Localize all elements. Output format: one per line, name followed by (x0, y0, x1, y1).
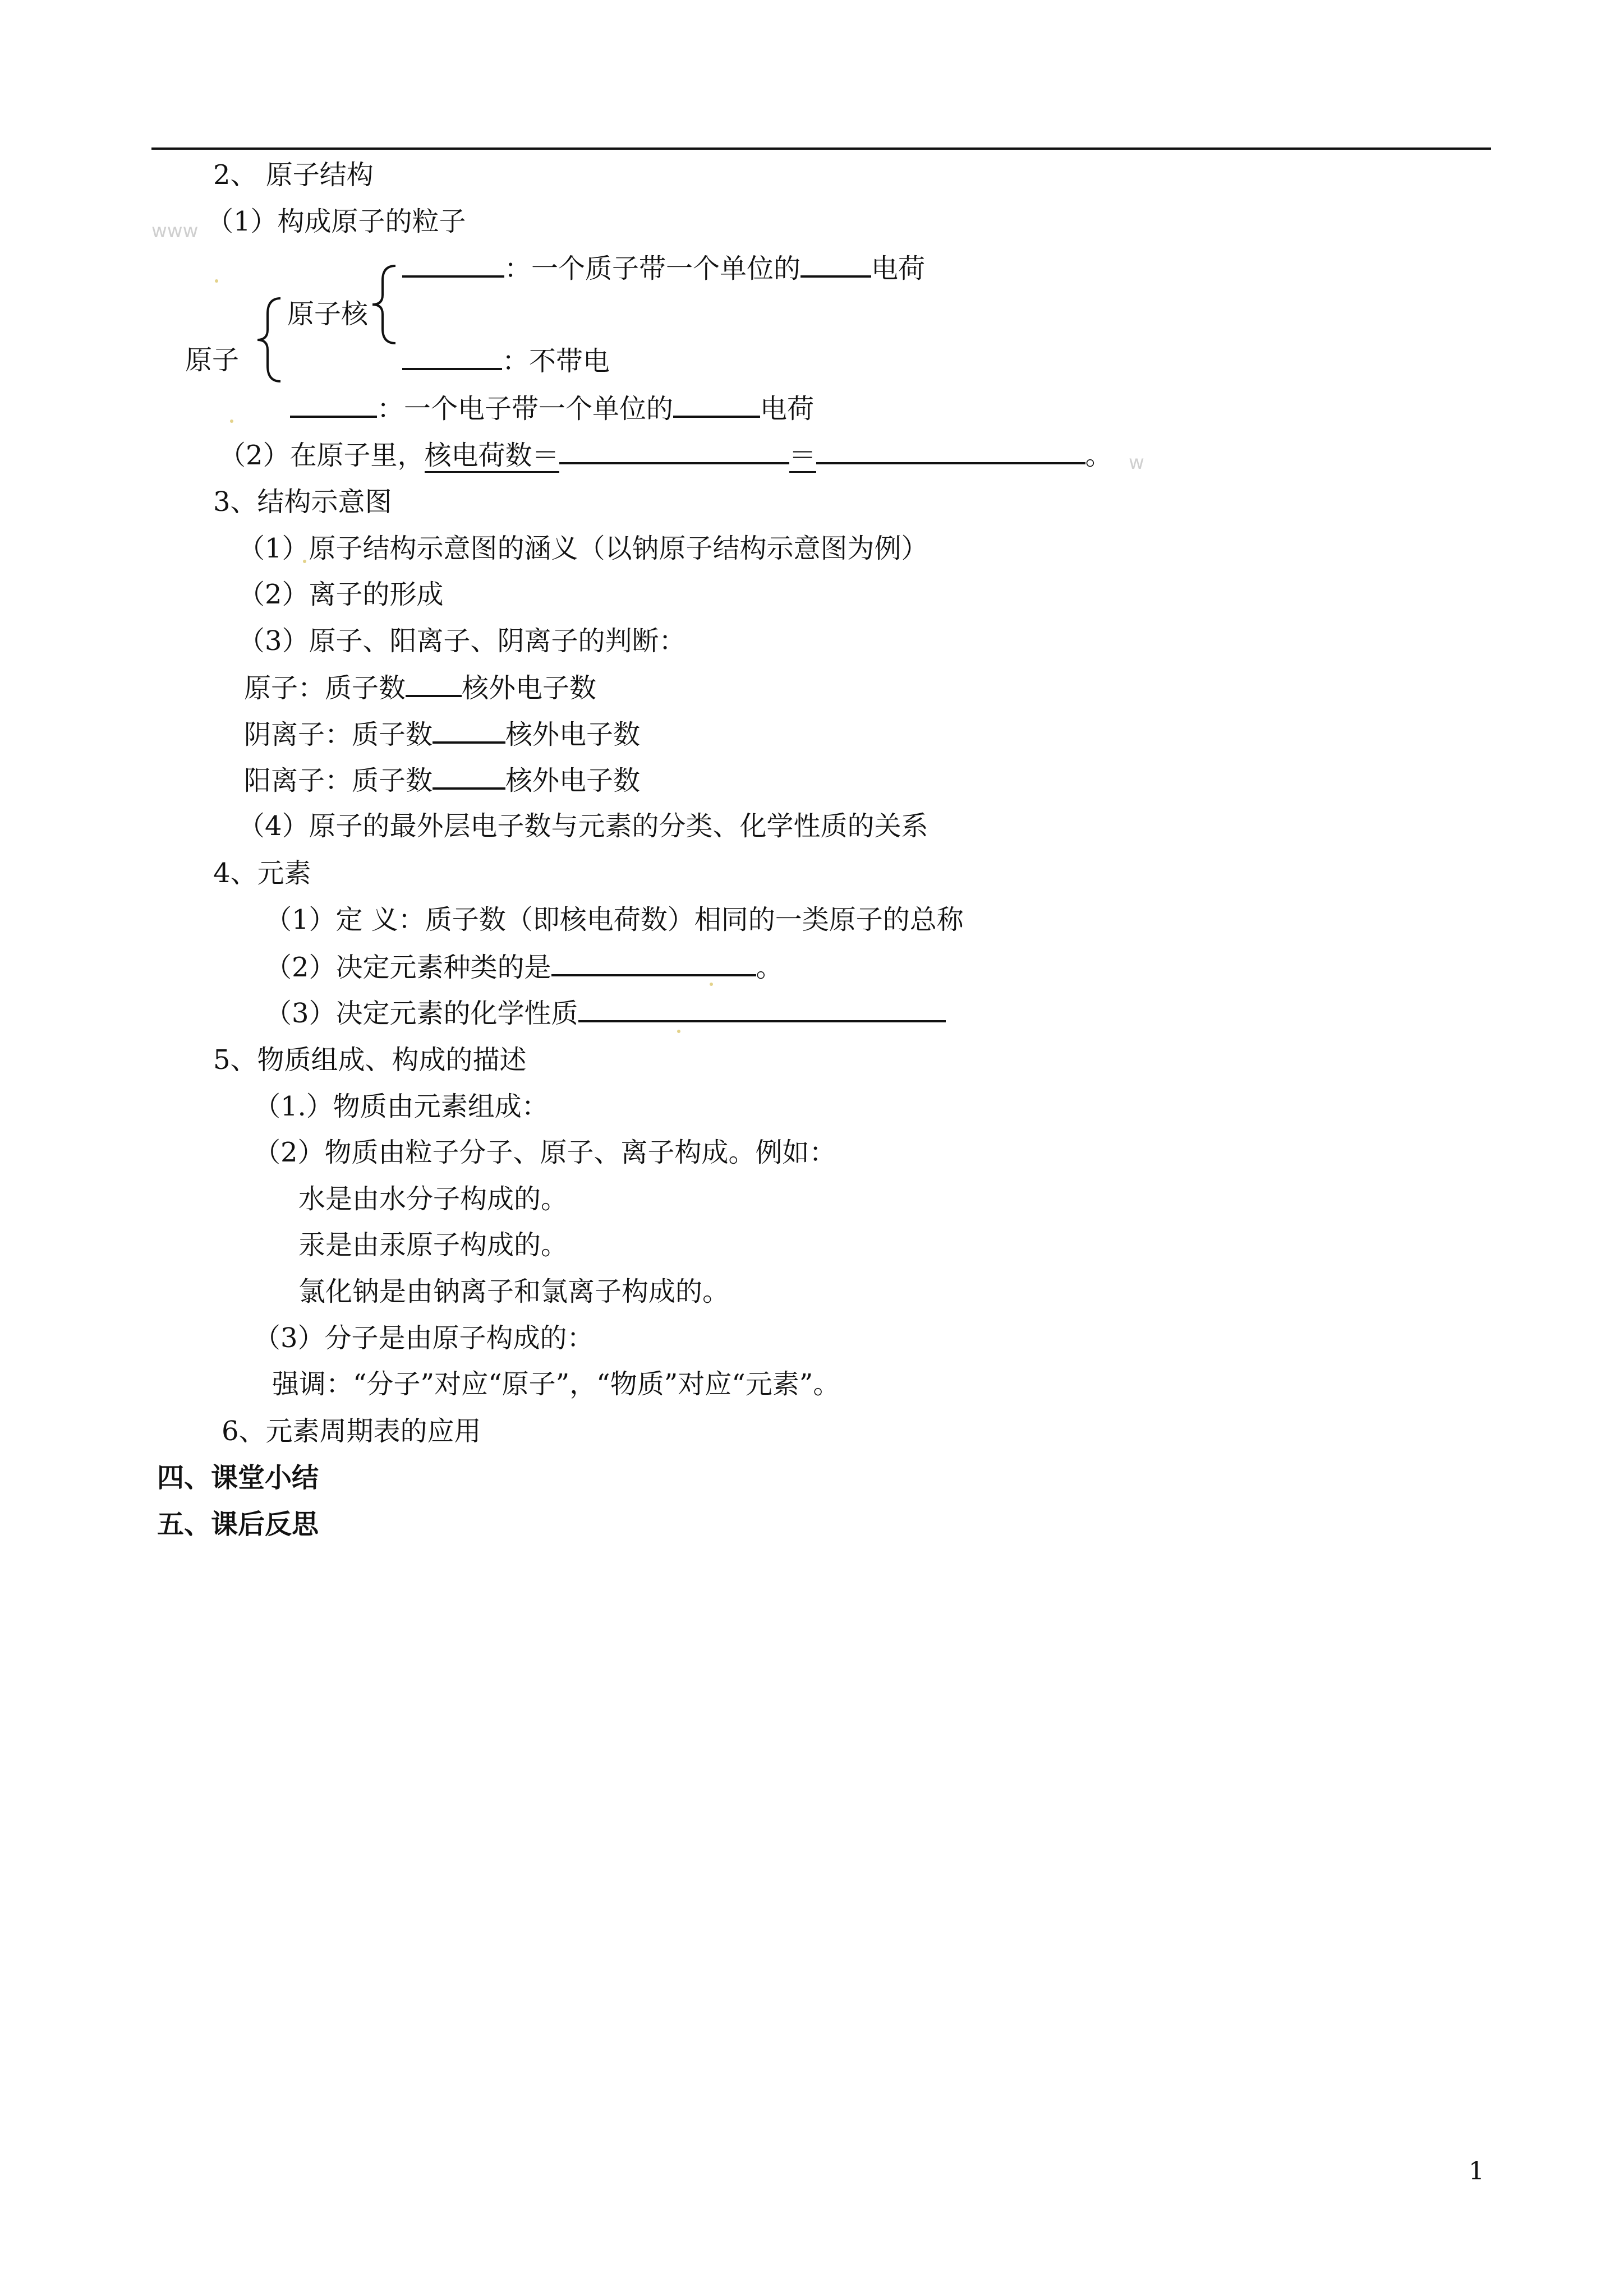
section-4-title: 4、元素 (213, 857, 311, 889)
outer-electrons-label: 核外电子数 (505, 719, 641, 750)
emphasis-note: 强调：“分子”对应“原子”，“物质”对应“元素”。 (272, 1368, 840, 1400)
nucleus-brace (370, 265, 398, 344)
section-2-title: 2、 原子结构 (213, 159, 374, 191)
proton-text: ：一个质子带一个单位的 (504, 253, 801, 284)
anion-judge-line (244, 717, 640, 751)
section-5-3: （3）分子是由原子构成的： (254, 1322, 594, 1354)
electron-blank[interactable] (290, 391, 377, 418)
heading-reflection: 五、课后反思 (157, 1509, 319, 1540)
section-2-1: （1）构成原子的粒子 (206, 206, 466, 237)
section-2-2 (219, 437, 1112, 472)
proton-blank[interactable] (402, 251, 504, 278)
example-water: 水是由水分子构成的。 (298, 1183, 568, 1215)
atom-judge-label: 原子：质子数 (244, 672, 406, 704)
section-4-2 (265, 949, 783, 984)
speck-mark (215, 279, 218, 283)
atom-judge-line (244, 670, 596, 705)
section-3-title: 3、结构示意图 (213, 486, 392, 518)
outer-electrons-label: 核外电子数 (505, 765, 641, 796)
cation-judge-blank[interactable] (433, 763, 505, 790)
header-rule (151, 147, 1491, 150)
section-3-3: （3）原子、阳离子、阴离子的判断： (238, 625, 686, 657)
electron-line (290, 391, 814, 426)
section-6-title: 6、元素周期表的应用 (222, 1416, 481, 1447)
section-5-title: 5、物质组成、构成的描述 (213, 1044, 527, 1076)
cation-judge-line (244, 763, 640, 797)
charge-label: 电荷 (871, 253, 926, 284)
electron-charge-blank[interactable] (673, 391, 760, 418)
section-4-3-text: （3）决定元素的化学性质 (265, 998, 578, 1029)
anion-judge-label: 阴离子：质子数 (244, 719, 433, 750)
nuclear-charge-blank-2[interactable] (816, 437, 1085, 464)
element-type-blank[interactable] (551, 949, 756, 976)
speck-mark (230, 419, 233, 423)
page-number: 1 (1469, 2157, 1484, 2186)
charge-label: 电荷 (760, 393, 815, 425)
neutron-text: ：不带电 (502, 345, 610, 377)
watermark-text: w (1129, 451, 1144, 474)
nucleus-label: 原子核 (287, 298, 369, 330)
section-3-2: （2）离子的形成 (238, 579, 444, 610)
proton-charge-blank[interactable] (801, 251, 871, 278)
period: 。 (756, 952, 783, 983)
section-4-3 (265, 995, 946, 1030)
nuclear-charge-blank-1[interactable] (559, 437, 789, 464)
section-3-1: （1）原子结构示意图的涵义（以钠原子结构示意图为例） (238, 533, 928, 564)
section-5-2: （2）物质由粒子分子、原子、离子构成。例如： (254, 1137, 836, 1168)
proton-line (402, 251, 925, 285)
nuclear-charge-label: 核电荷数＝ (425, 440, 559, 473)
period: 。 (1085, 440, 1112, 471)
equals-sign: ＝ (789, 440, 816, 473)
chemical-property-blank[interactable] (578, 995, 946, 1022)
example-sodium-chloride: 氯化钠是由钠离子和氯离子构成的。 (298, 1276, 730, 1307)
atom-label: 原子 (185, 344, 240, 376)
heading-summary: 四、课堂小结 (157, 1462, 319, 1493)
atom-judge-blank[interactable] (406, 670, 462, 697)
example-mercury: 汞是由汞原子构成的。 (298, 1229, 568, 1261)
section-2-2-prefix: （2）在原子里， (219, 440, 425, 471)
watermark-text: www (151, 220, 199, 242)
electron-text: ：一个电子带一个单位的 (377, 393, 674, 425)
section-4-1: （1）定 义：质子数（即核电荷数）相同的一类原子的总称 (265, 904, 964, 935)
atom-brace (255, 297, 283, 382)
section-3-4: （4）原子的最外层电子数与元素的分类、化学性质的关系 (238, 810, 928, 842)
section-4-2-text: （2）决定元素种类的是 (265, 952, 551, 983)
outer-electrons-label: 核外电子数 (462, 672, 597, 704)
anion-judge-blank[interactable] (433, 717, 505, 744)
cation-judge-label: 阳离子：质子数 (244, 765, 433, 796)
neutron-line (402, 343, 610, 378)
neutron-blank[interactable] (402, 343, 502, 370)
section-5-1: （1.）物质由元素组成： (254, 1091, 549, 1122)
